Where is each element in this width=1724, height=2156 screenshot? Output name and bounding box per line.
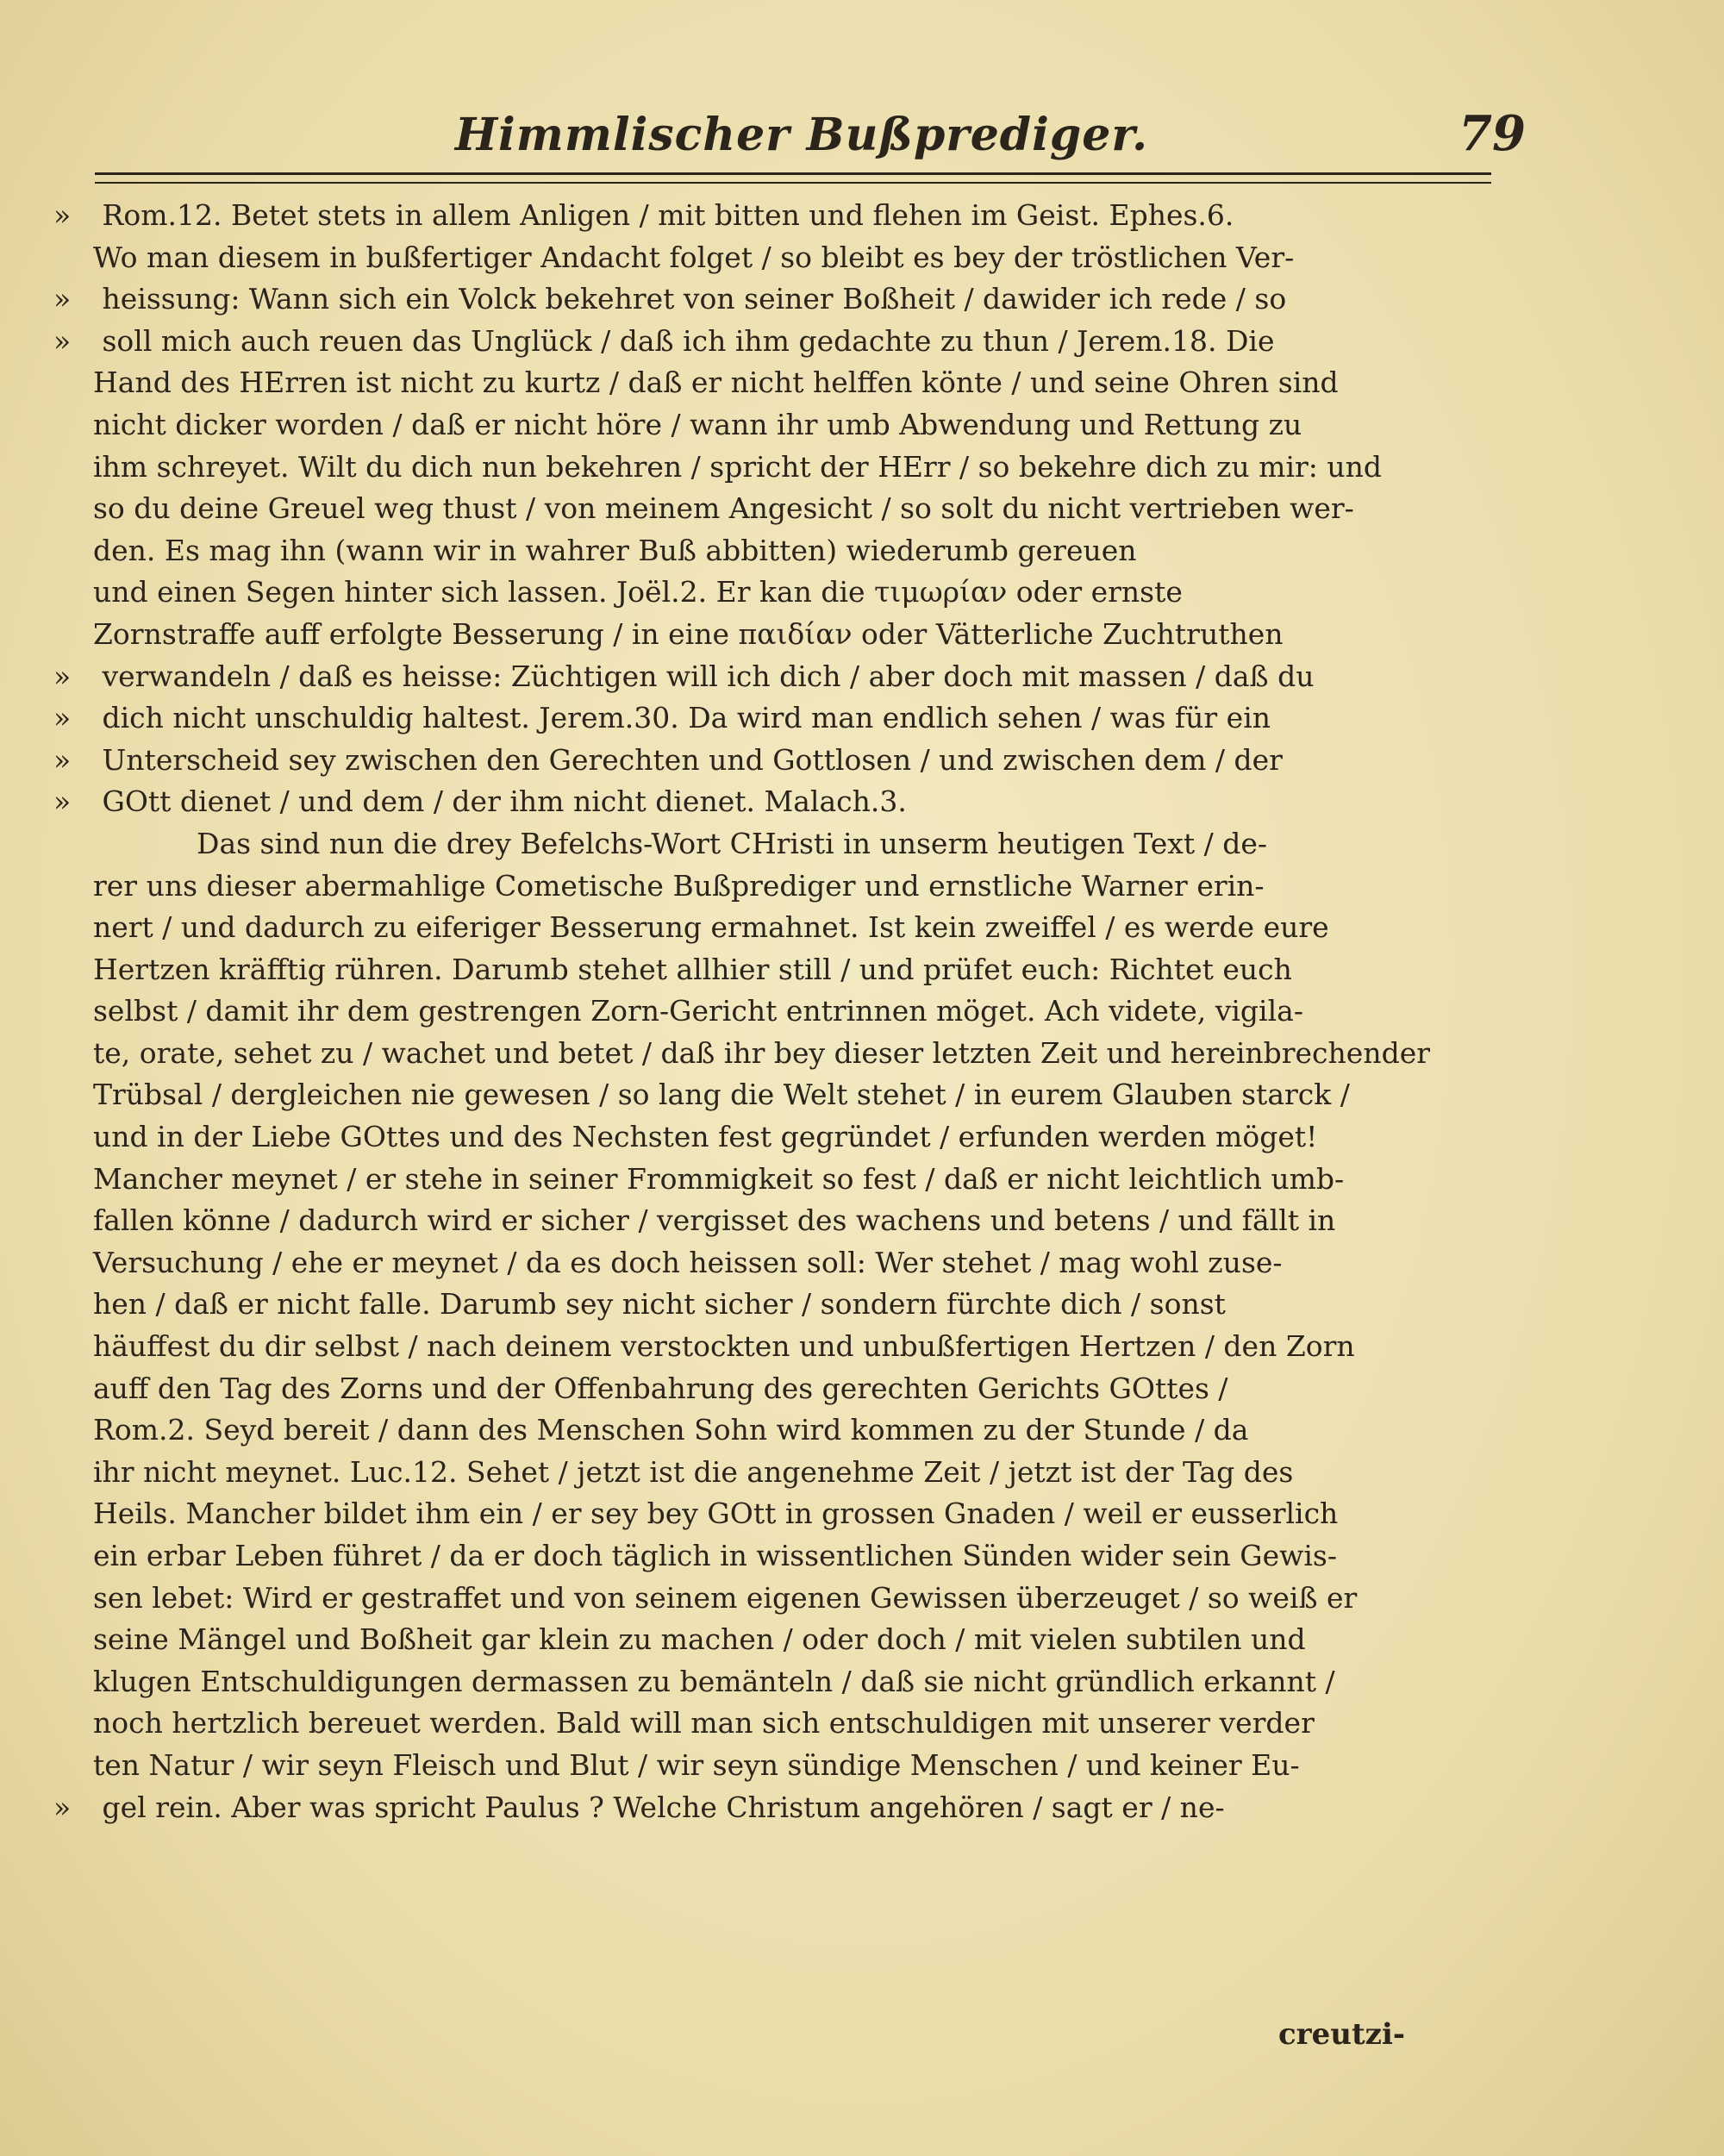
quote-mark: »	[53, 323, 72, 358]
line-text: nert / und dadurch zu eiferiger Besserung ermahnet. Ist kein zweiffel / es werde eure	[93, 910, 1329, 945]
line-text: noch hertzlich bereuet werden. Bald will man sich entschuldigen mit unserer verder	[93, 1706, 1315, 1740]
text-line	[53, 1578, 1476, 1620]
header-rule	[95, 172, 1491, 184]
line-text: ten Natur / wir seyn Fleisch und Blut / wir seyn sündige Menschen / und keiner Eu-	[93, 1747, 1300, 1782]
text-line	[53, 991, 1476, 1033]
line-text: hen / daß er nicht falle. Darumb sey nicht sicher / sondern fürchte dich / sonst	[93, 1287, 1226, 1322]
line-text: ein erbar Leben führet / da er doch täglich in wissentlichen Sünden wider sein Gewis-	[93, 1539, 1338, 1572]
quote-mark: »	[53, 198, 72, 232]
line-text: nicht dicker worden / daß er nicht höre / wann ihr umb Abwendung und Rettung zu	[93, 407, 1302, 441]
text-line	[53, 656, 1476, 698]
text-line	[53, 1535, 1476, 1578]
text-line	[53, 1368, 1476, 1410]
text-line	[53, 1116, 1476, 1159]
text-line	[53, 1074, 1476, 1116]
text-line	[53, 530, 1476, 572]
line-text: Trübsal / dergleichen nie gewesen / so lang die Welt stehet / in eurem Glauben starck /	[93, 1078, 1350, 1112]
text-line	[53, 1452, 1476, 1494]
text-line	[53, 404, 1476, 447]
line-text: Rom.2. Seyd bereit / dann des Menschen Sohn wird kommen zu der Stunde / da	[93, 1413, 1249, 1447]
line-text: ihm schreyet. Wilt du dich nun bekehren / spricht der HErr / so bekehre dich zu mir: und	[93, 449, 1383, 484]
text-line	[53, 572, 1476, 614]
line-text: heissung: Wann sich ein Volck bekehret von seiner Boßheit / dawider ich rede / so	[93, 282, 1287, 316]
catchword: creutzi-	[1277, 2017, 1405, 2052]
text-line	[53, 1745, 1476, 1787]
text-line	[53, 488, 1476, 530]
text-line	[53, 1409, 1476, 1452]
text-line	[53, 697, 1476, 740]
text-line	[53, 1703, 1476, 1745]
running-title: Himmlischer Bußprediger.	[454, 109, 1149, 161]
line-text: selbst / damit ihr dem gestrengen Zorn-Gericht entrinnen möget. Ach videte, vigila-	[93, 994, 1303, 1028]
line-text: auff den Tag des Zorns und der Offenbahrung des gerechten Gerichts GOttes /	[93, 1371, 1228, 1405]
page-header	[95, 102, 1526, 171]
line-text: häuffest du dir selbst / nach deinem verstockten und unbußfertigen Hertzen / den Zorn	[93, 1329, 1355, 1364]
line-text: ihr nicht meynet. Luc.12. Sehet / jetzt ist die angenehme Zeit / jetzt ist der Tag des	[93, 1454, 1294, 1489]
line-text: Wo man diesem in bußfertiger Andacht folget / so bleibt es bey der tröstlichen Ver-	[93, 240, 1295, 274]
text-line	[53, 1661, 1476, 1703]
line-text: Zornstraffe auff erfolgte Besserung / in eine παιδίαν oder Vätterliche Zuchtruthen	[93, 616, 1284, 651]
text-line	[53, 1200, 1476, 1242]
line-text: Unterscheid sey zwischen den Gerechten und Gottlosen / und zwischen dem / der	[93, 742, 1283, 777]
line-text: Hand des HErren ist nicht zu kurtz / daß er nicht helffen könte / und seine Ohren sind	[93, 366, 1339, 400]
text-line	[53, 278, 1476, 321]
quote-mark: »	[53, 282, 72, 316]
line-text: Das sind nun die drey Befelchs-Wort CHristi in unserm heutigen Text / de-	[197, 826, 1268, 860]
line-text: klugen Entschuldigungen dermassen zu bemänteln / daß sie nicht gründlich erkannt /	[93, 1664, 1335, 1698]
line-text: den. Es mag ihn (wann wir in wahrer Buß abbitten) wiederumb gereuen	[93, 533, 1137, 567]
text-line	[53, 866, 1476, 908]
text-line	[53, 1159, 1476, 1201]
text-line	[53, 362, 1476, 404]
text-line	[53, 447, 1476, 489]
text-line	[53, 1033, 1476, 1075]
text-line	[53, 1326, 1476, 1368]
text-line	[53, 1493, 1476, 1535]
line-text: soll mich auch reuen das Unglück / daß ich ihm gedachte zu thun / Jerem.18. Die	[93, 323, 1275, 358]
line-text: seine Mängel und Boßheit gar klein zu machen / oder doch / mit vielen subtilen und	[93, 1622, 1306, 1657]
line-text: Hertzen kräfftig rühren. Darumb stehet allhier still / und prüfet euch: Richtet euch	[93, 952, 1292, 986]
line-text: fallen könne / dadurch wird er sicher / vergisset des wachens und betens / und fällt in	[93, 1203, 1336, 1238]
page-number: 79	[1459, 105, 1526, 162]
quote-mark: »	[53, 784, 72, 819]
text-line	[53, 1787, 1476, 1829]
quote-mark: »	[53, 1790, 72, 1824]
text-line	[53, 614, 1476, 656]
line-text: und in der Liebe GOttes und des Nechsten fest gegründet / erfunden werden möget!	[93, 1120, 1318, 1154]
text-line	[53, 740, 1476, 782]
text-line	[53, 781, 1476, 823]
text-line	[53, 237, 1476, 279]
text-line	[53, 1619, 1476, 1661]
text-line	[53, 949, 1476, 991]
text-line	[53, 907, 1476, 949]
line-text: GOtt dienet / und dem / der ihm nicht dienet. Malach.3.	[93, 784, 907, 819]
line-text: Heils. Mancher bildet ihm ein / er sey bey GOtt in grossen Gnaden / weil er eusserlich	[93, 1497, 1339, 1531]
body-text	[53, 195, 1476, 1828]
quote-mark: »	[53, 742, 72, 777]
line-text: so du deine Greuel weg thust / von meinem Angesicht / so solt du nicht vertrieben wer-	[93, 491, 1354, 526]
line-text: gel rein. Aber was spricht Paulus ? Welche Christum angehören / sagt er / ne-	[93, 1790, 1225, 1824]
quote-mark: »	[53, 701, 72, 735]
text-line	[53, 1242, 1476, 1284]
text-line	[53, 823, 1476, 866]
line-text: Versuchung / ehe er meynet / da es doch heissen soll: Wer stehet / mag wohl zuse-	[93, 1245, 1283, 1279]
line-text: Mancher meynet / er stehe in seiner Frommigkeit so fest / daß er nicht leichtlich umb-	[93, 1161, 1345, 1196]
line-text: Rom.12. Betet stets in allem Anligen / mit bitten und flehen im Geist. Ephes.6.	[93, 198, 1234, 232]
line-text: te, orate, sehet zu / wachet und betet / daß ihr bey dieser letzten Zeit und hereinbrechender	[93, 1035, 1430, 1070]
line-text: sen lebet: Wird er gestraffet und von seinem eigenen Gewissen überzeuget / so weiß er	[93, 1580, 1358, 1615]
line-text: verwandeln / daß es heisse: Züchtigen will ich dich / aber doch mit massen / daß du	[93, 659, 1315, 693]
line-text: dich nicht unschuldig haltest. Jerem.30. Da wird man endlich sehen / was für ein	[93, 701, 1271, 735]
quote-mark: »	[53, 659, 72, 693]
text-line	[53, 195, 1476, 237]
text-line	[53, 321, 1476, 363]
line-text: und einen Segen hinter sich lassen. Joël.2. Er kan die τιμωρίαν oder ernste	[93, 575, 1183, 609]
text-line	[53, 1284, 1476, 1326]
line-text: rer uns dieser abermahlige Cometische Bußprediger und ernstliche Warner erin-	[93, 868, 1265, 903]
